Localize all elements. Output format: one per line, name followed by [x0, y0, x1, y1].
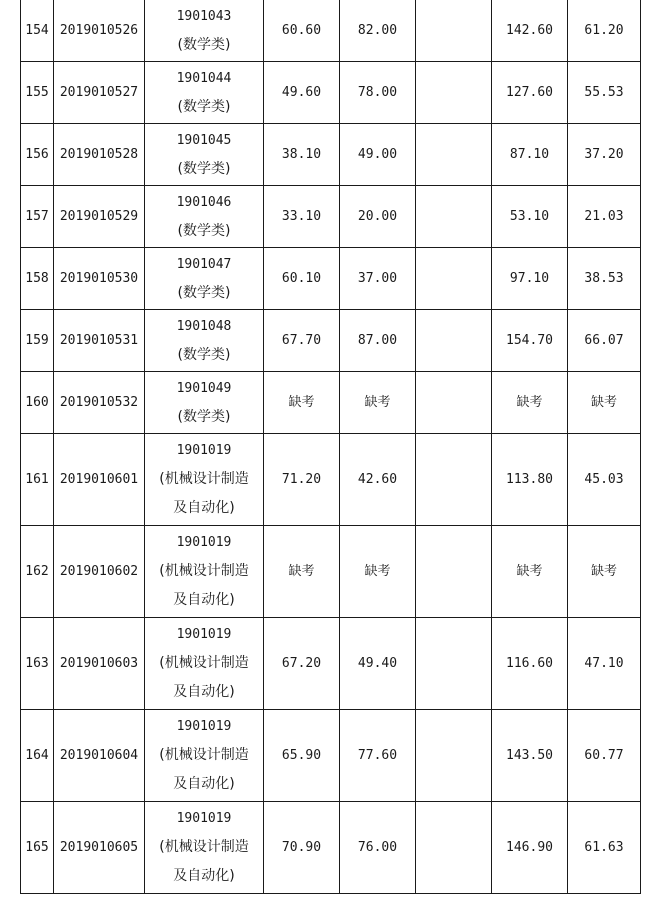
table-row	[21, 372, 641, 434]
final-score-cell: 45.03	[568, 434, 641, 526]
candidate-id-cell: 2019010531	[54, 310, 145, 372]
candidate-id-cell: 2019010605	[54, 802, 145, 894]
major-cell	[145, 124, 264, 186]
score-2-cell: 20.00	[340, 186, 416, 248]
total-score-cell: 142.60	[492, 0, 568, 62]
row-number-cell: 160	[21, 372, 54, 434]
row-number-cell: 161	[21, 434, 54, 526]
score-2-cell: 49.40	[340, 618, 416, 710]
score-1-cell: 缺考	[264, 526, 340, 618]
table-row	[21, 310, 641, 372]
major-name-line: 及自动化)	[173, 684, 235, 700]
score-3-cell	[416, 62, 492, 124]
candidate-id-cell: 2019010527	[54, 62, 145, 124]
final-score-cell: 缺考	[568, 372, 641, 434]
score-3-cell	[416, 434, 492, 526]
score-3-cell	[416, 0, 492, 62]
major-cell	[145, 802, 264, 894]
major-name-line: (机械设计制造	[159, 471, 249, 487]
score-2-cell: 42.60	[340, 434, 416, 526]
score-1-cell: 71.20	[264, 434, 340, 526]
score-table-body	[21, 0, 641, 894]
candidate-id-cell: 2019010532	[54, 372, 145, 434]
candidate-id-cell: 2019010604	[54, 710, 145, 802]
score-1-cell: 67.70	[264, 310, 340, 372]
candidate-id-cell: 2019010601	[54, 434, 145, 526]
major-name-line: 及自动化)	[173, 868, 235, 884]
major-name-line: (数学类)	[177, 222, 231, 239]
score-1-cell: 65.90	[264, 710, 340, 802]
major-name-line: 及自动化)	[173, 776, 235, 792]
row-number-cell: 156	[21, 124, 54, 186]
table-row	[21, 434, 641, 526]
score-1-cell: 33.10	[264, 186, 340, 248]
score-2-cell: 49.00	[340, 124, 416, 186]
major-cell	[145, 62, 264, 124]
score-1-cell: 70.90	[264, 802, 340, 894]
major-cell	[145, 526, 264, 618]
score-3-cell	[416, 124, 492, 186]
total-score-cell: 缺考	[492, 526, 568, 618]
candidate-id-cell: 2019010602	[54, 526, 145, 618]
major-name-line: (数学类)	[177, 346, 231, 363]
candidate-id-cell: 2019010529	[54, 186, 145, 248]
table-row	[21, 710, 641, 802]
table-row	[21, 0, 641, 62]
major-code: 1901049	[176, 380, 232, 396]
major-cell	[145, 0, 264, 62]
major-code: 1901019	[176, 811, 232, 826]
score-1-cell: 60.10	[264, 248, 340, 310]
major-name-line: (机械设计制造	[159, 563, 249, 579]
major-code: 1901047	[176, 256, 232, 272]
major-cell	[145, 434, 264, 526]
total-score-cell: 113.80	[492, 434, 568, 526]
major-code: 1901019	[176, 443, 232, 458]
row-number-cell: 155	[21, 62, 54, 124]
major-name-line: 及自动化)	[173, 592, 235, 608]
score-2-cell: 37.00	[340, 248, 416, 310]
table-row	[21, 62, 641, 124]
final-score-cell: 61.20	[568, 0, 641, 62]
score-1-cell: 38.10	[264, 124, 340, 186]
final-score-cell: 60.77	[568, 710, 641, 802]
major-cell	[145, 248, 264, 310]
total-score-cell: 127.60	[492, 62, 568, 124]
score-2-cell: 76.00	[340, 802, 416, 894]
score-3-cell	[416, 526, 492, 618]
major-code: 1901019	[176, 535, 232, 550]
score-3-cell	[416, 710, 492, 802]
score-3-cell	[416, 186, 492, 248]
row-number-cell: 159	[21, 310, 54, 372]
total-score-cell: 87.10	[492, 124, 568, 186]
major-code: 1901044	[176, 70, 232, 86]
score-1-cell: 缺考	[264, 372, 340, 434]
table-row	[21, 248, 641, 310]
total-score-cell: 154.70	[492, 310, 568, 372]
table-row	[21, 618, 641, 710]
final-score-cell: 37.20	[568, 124, 641, 186]
major-name-line: (数学类)	[177, 160, 231, 177]
table-row	[21, 526, 641, 618]
candidate-id-cell: 2019010603	[54, 618, 145, 710]
row-number-cell: 162	[21, 526, 54, 618]
major-name-line: (机械设计制造	[159, 839, 249, 855]
candidate-id-cell: 2019010528	[54, 124, 145, 186]
row-number-cell: 158	[21, 248, 54, 310]
major-code: 1901019	[176, 719, 232, 734]
final-score-cell: 47.10	[568, 618, 641, 710]
row-number-cell: 154	[21, 0, 54, 62]
total-score-cell: 53.10	[492, 186, 568, 248]
final-score-cell: 缺考	[568, 526, 641, 618]
score-2-cell: 77.60	[340, 710, 416, 802]
major-name-line: (数学类)	[177, 284, 231, 301]
total-score-cell: 146.90	[492, 802, 568, 894]
table-row	[21, 186, 641, 248]
row-number-cell: 157	[21, 186, 54, 248]
candidate-id-cell: 2019010530	[54, 248, 145, 310]
major-cell	[145, 310, 264, 372]
score-3-cell	[416, 802, 492, 894]
row-number-cell: 164	[21, 710, 54, 802]
final-score-cell: 38.53	[568, 248, 641, 310]
score-1-cell: 67.20	[264, 618, 340, 710]
score-table	[20, 0, 641, 894]
score-3-cell	[416, 618, 492, 710]
major-code: 1901019	[176, 627, 232, 642]
row-number-cell: 163	[21, 618, 54, 710]
major-cell	[145, 186, 264, 248]
row-number-cell: 165	[21, 802, 54, 894]
major-code: 1901045	[176, 132, 232, 148]
score-2-cell: 缺考	[340, 526, 416, 618]
table-row	[21, 124, 641, 186]
score-3-cell	[416, 310, 492, 372]
major-name-line: (数学类)	[177, 36, 231, 53]
total-score-cell: 97.10	[492, 248, 568, 310]
score-3-cell	[416, 248, 492, 310]
candidate-id-cell: 2019010526	[54, 0, 145, 62]
score-1-cell: 49.60	[264, 62, 340, 124]
table-row	[21, 802, 641, 894]
score-2-cell: 78.00	[340, 62, 416, 124]
final-score-cell: 55.53	[568, 62, 641, 124]
total-score-cell: 116.60	[492, 618, 568, 710]
final-score-cell: 21.03	[568, 186, 641, 248]
major-code: 1901043	[176, 8, 232, 24]
major-cell	[145, 372, 264, 434]
major-code: 1901046	[176, 194, 232, 210]
total-score-cell: 缺考	[492, 372, 568, 434]
total-score-cell: 143.50	[492, 710, 568, 802]
score-2-cell: 缺考	[340, 372, 416, 434]
score-1-cell: 60.60	[264, 0, 340, 62]
major-name-line: (机械设计制造	[159, 655, 249, 671]
major-code: 1901048	[176, 318, 232, 334]
final-score-cell: 61.63	[568, 802, 641, 894]
score-3-cell	[416, 372, 492, 434]
score-2-cell: 82.00	[340, 0, 416, 62]
major-cell	[145, 710, 264, 802]
major-name-line: 及自动化)	[173, 500, 235, 516]
major-name-line: (数学类)	[177, 98, 231, 115]
score-2-cell: 87.00	[340, 310, 416, 372]
final-score-cell: 66.07	[568, 310, 641, 372]
major-cell	[145, 618, 264, 710]
major-name-line: (数学类)	[177, 408, 231, 425]
major-name-line: (机械设计制造	[159, 747, 249, 763]
